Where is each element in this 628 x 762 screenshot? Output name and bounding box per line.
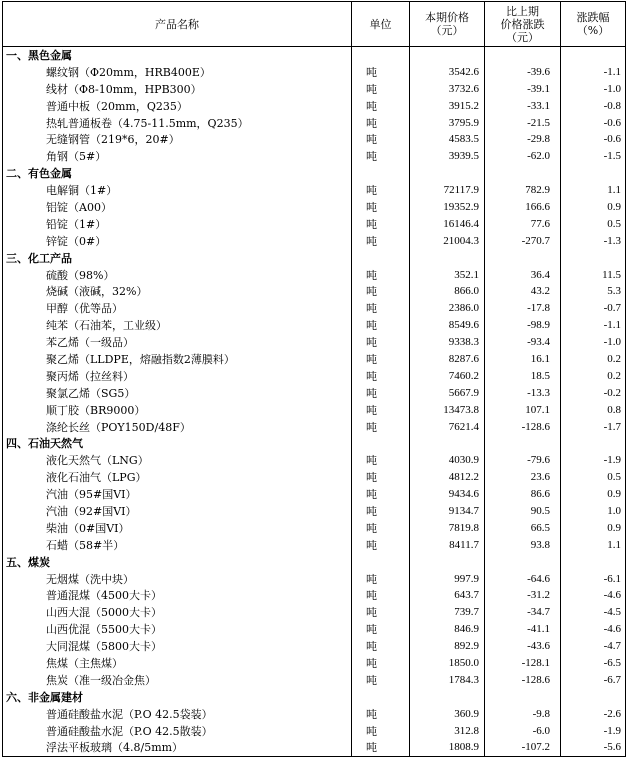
- category-name: 四、石油天然气: [3, 435, 352, 452]
- table-row: [3, 267, 626, 284]
- table-row: [3, 385, 626, 402]
- unit-cell: 吨: [352, 334, 410, 351]
- pct-cell: -0.2: [561, 385, 626, 402]
- category-row: [3, 689, 626, 706]
- pct-cell: -0.6: [561, 115, 626, 132]
- price-cell: 3542.6: [410, 64, 485, 81]
- table-row: [3, 199, 626, 216]
- price-cell: 9338.3: [410, 334, 485, 351]
- product-name: 液化天然气（LNG）: [3, 452, 352, 469]
- pct-cell: [561, 47, 626, 64]
- product-name: 聚乙烯（LLDPE，熔融指数2薄膜料）: [3, 351, 352, 368]
- change-cell: -17.8: [485, 300, 561, 317]
- price-cell: 1784.3: [410, 672, 485, 689]
- change-cell: 782.9: [485, 182, 561, 199]
- product-name: 角钢（5#）: [3, 148, 352, 165]
- price-cell: [410, 435, 485, 452]
- product-name: 焦煤（主焦煤）: [3, 655, 352, 672]
- price-cell: 72117.9: [410, 182, 485, 199]
- product-name: 涤纶长丝（POY150D/48F）: [3, 419, 352, 436]
- price-cell: 19352.9: [410, 199, 485, 216]
- table-row: [3, 233, 626, 250]
- table-row: [3, 148, 626, 165]
- change-cell: -9.8: [485, 706, 561, 723]
- product-name: 烧碱（液碱，32%）: [3, 283, 352, 300]
- category-row: [3, 250, 626, 267]
- pct-cell: 0.9: [561, 486, 626, 503]
- unit-cell: [352, 47, 410, 64]
- product-name: 电解铜（1#）: [3, 182, 352, 199]
- unit-cell: 吨: [352, 216, 410, 233]
- pct-cell: 0.2: [561, 351, 626, 368]
- price-cell: 13473.8: [410, 402, 485, 419]
- product-name: 甲醇（优等品）: [3, 300, 352, 317]
- unit-cell: 吨: [352, 233, 410, 250]
- unit-cell: 吨: [352, 385, 410, 402]
- change-cell: 43.2: [485, 283, 561, 300]
- price-cell: [410, 47, 485, 64]
- table-row: [3, 300, 626, 317]
- price-cell: 7460.2: [410, 368, 485, 385]
- pct-cell: -1.0: [561, 81, 626, 98]
- pct-cell: -1.5: [561, 148, 626, 165]
- change-cell: [485, 554, 561, 571]
- change-cell: [485, 250, 561, 267]
- table-row: [3, 706, 626, 723]
- price-cell: 4812.2: [410, 469, 485, 486]
- header-change-line3: （元）: [506, 30, 539, 44]
- pct-cell: -1.9: [561, 723, 626, 740]
- product-name: 普通硅酸盐水泥（P.O 42.5袋装）: [3, 706, 352, 723]
- change-cell: 77.6: [485, 216, 561, 233]
- header-row: [3, 2, 626, 47]
- price-cell: 3915.2: [410, 98, 485, 115]
- product-name: 山西优混（5500大卡）: [3, 621, 352, 638]
- header-unit: 单位: [352, 2, 410, 47]
- pct-cell: -2.6: [561, 706, 626, 723]
- table-row: [3, 115, 626, 132]
- change-cell: -79.6: [485, 452, 561, 469]
- table-row: [3, 588, 626, 605]
- table-row: [3, 182, 626, 199]
- price-cell: 9434.6: [410, 486, 485, 503]
- product-name: 苯乙烯（一级品）: [3, 334, 352, 351]
- table-row: [3, 351, 626, 368]
- price-table-container: [2, 1, 626, 761]
- table-row: [3, 486, 626, 503]
- category-row: [3, 554, 626, 571]
- change-cell: -62.0: [485, 148, 561, 165]
- unit-cell: 吨: [352, 672, 410, 689]
- table-row: [3, 537, 626, 554]
- table-row: [3, 638, 626, 655]
- pct-cell: 0.2: [561, 368, 626, 385]
- header-price: [410, 2, 485, 47]
- unit-cell: [352, 689, 410, 706]
- header-pct-line2: （%）: [576, 24, 610, 37]
- category-name: 二、有色金属: [3, 165, 352, 182]
- unit-cell: 吨: [352, 402, 410, 419]
- product-name: 无烟煤（洗中块）: [3, 571, 352, 588]
- table-row: [3, 98, 626, 115]
- pct-cell: -1.9: [561, 452, 626, 469]
- price-cell: [410, 554, 485, 571]
- change-cell: 86.6: [485, 486, 561, 503]
- change-cell: 166.6: [485, 199, 561, 216]
- table-row: [3, 216, 626, 233]
- unit-cell: 吨: [352, 351, 410, 368]
- header-price-line2: （元）: [430, 24, 464, 37]
- price-table: [2, 1, 626, 757]
- header-change-line2: 价格涨跌: [500, 17, 545, 31]
- change-cell: 18.5: [485, 368, 561, 385]
- pct-cell: 0.5: [561, 216, 626, 233]
- category-row: [3, 165, 626, 182]
- price-cell: 7819.8: [410, 520, 485, 537]
- unit-cell: 吨: [352, 199, 410, 216]
- change-cell: 23.6: [485, 469, 561, 486]
- pct-cell: [561, 689, 626, 706]
- product-name: 焦炭（准一级冶金焦）: [3, 672, 352, 689]
- unit-cell: 吨: [352, 638, 410, 655]
- unit-cell: 吨: [352, 537, 410, 554]
- product-name: 顺丁胶（BR9000）: [3, 402, 352, 419]
- header-pct-line1: 涨跌幅: [576, 11, 610, 24]
- product-name: 大同混煤（5800大卡）: [3, 638, 352, 655]
- pct-cell: 11.5: [561, 267, 626, 284]
- price-cell: 997.9: [410, 571, 485, 588]
- pct-cell: -4.7: [561, 638, 626, 655]
- pct-cell: -1.1: [561, 317, 626, 334]
- unit-cell: 吨: [352, 81, 410, 98]
- table-row: [3, 131, 626, 148]
- change-cell: -21.5: [485, 115, 561, 132]
- pct-cell: [561, 165, 626, 182]
- product-name: 无缝钢管（219*6，20#）: [3, 131, 352, 148]
- table-row: [3, 571, 626, 588]
- table-row: [3, 723, 626, 740]
- price-cell: 8287.6: [410, 351, 485, 368]
- price-cell: 1808.9: [410, 740, 485, 757]
- unit-cell: 吨: [352, 419, 410, 436]
- table-row: [3, 334, 626, 351]
- pct-cell: -1.1: [561, 64, 626, 81]
- table-row: [3, 672, 626, 689]
- pct-cell: 0.9: [561, 520, 626, 537]
- category-row: [3, 435, 626, 452]
- product-name: 汽油（92#国VI）: [3, 503, 352, 520]
- table-row: [3, 368, 626, 385]
- product-name: 普通混煤（4500大卡）: [3, 588, 352, 605]
- product-name: 铝锭（A00）: [3, 199, 352, 216]
- pct-cell: -0.7: [561, 300, 626, 317]
- change-cell: -33.1: [485, 98, 561, 115]
- price-cell: 739.7: [410, 604, 485, 621]
- unit-cell: [352, 554, 410, 571]
- price-cell: 846.9: [410, 621, 485, 638]
- price-cell: 892.9: [410, 638, 485, 655]
- category-name: 五、煤炭: [3, 554, 352, 571]
- product-name: 普通中板（20mm，Q235）: [3, 98, 352, 115]
- change-cell: -39.6: [485, 64, 561, 81]
- table-row: [3, 655, 626, 672]
- unit-cell: 吨: [352, 64, 410, 81]
- product-name: 柴油（0#国VI）: [3, 520, 352, 537]
- header-change-line1: 比上期: [506, 4, 539, 18]
- pct-cell: 0.5: [561, 469, 626, 486]
- pct-cell: -1.0: [561, 334, 626, 351]
- table-row: [3, 604, 626, 621]
- price-cell: 360.9: [410, 706, 485, 723]
- pct-cell: 5.3: [561, 283, 626, 300]
- pct-cell: -4.5: [561, 604, 626, 621]
- product-name: 硫酸（98%）: [3, 267, 352, 284]
- product-name: 螺纹钢（Φ20mm，HRB400E）: [3, 64, 352, 81]
- change-cell: -34.7: [485, 604, 561, 621]
- pct-cell: -6.5: [561, 655, 626, 672]
- category-name: 三、化工产品: [3, 250, 352, 267]
- unit-cell: 吨: [352, 486, 410, 503]
- unit-cell: 吨: [352, 182, 410, 199]
- price-cell: [410, 250, 485, 267]
- unit-cell: 吨: [352, 300, 410, 317]
- table-row: [3, 419, 626, 436]
- unit-cell: 吨: [352, 621, 410, 638]
- table-row: [3, 503, 626, 520]
- pct-cell: 0.9: [561, 199, 626, 216]
- unit-cell: 吨: [352, 706, 410, 723]
- product-name: 铅锭（1#）: [3, 216, 352, 233]
- unit-cell: 吨: [352, 469, 410, 486]
- unit-cell: 吨: [352, 131, 410, 148]
- unit-cell: [352, 435, 410, 452]
- unit-cell: 吨: [352, 655, 410, 672]
- unit-cell: 吨: [352, 115, 410, 132]
- pct-cell: [561, 250, 626, 267]
- unit-cell: [352, 165, 410, 182]
- change-cell: -128.1: [485, 655, 561, 672]
- price-cell: 3732.6: [410, 81, 485, 98]
- change-cell: -98.9: [485, 317, 561, 334]
- price-cell: 7621.4: [410, 419, 485, 436]
- price-cell: 4583.5: [410, 131, 485, 148]
- pct-cell: -1.7: [561, 419, 626, 436]
- pct-cell: -0.8: [561, 98, 626, 115]
- price-cell: 2386.0: [410, 300, 485, 317]
- price-cell: 4030.9: [410, 452, 485, 469]
- category-name: 六、非金属建材: [3, 689, 352, 706]
- price-cell: 8411.7: [410, 537, 485, 554]
- product-name: 液化石油气（LPG）: [3, 469, 352, 486]
- price-cell: 643.7: [410, 588, 485, 605]
- unit-cell: [352, 250, 410, 267]
- change-cell: -6.0: [485, 723, 561, 740]
- price-cell: 866.0: [410, 283, 485, 300]
- table-row: [3, 283, 626, 300]
- table-header: [3, 2, 626, 47]
- product-name: 石蜡（58#半）: [3, 537, 352, 554]
- change-cell: 16.1: [485, 351, 561, 368]
- change-cell: 107.1: [485, 402, 561, 419]
- pct-cell: -0.6: [561, 131, 626, 148]
- pct-cell: -4.6: [561, 621, 626, 638]
- table-row: [3, 621, 626, 638]
- change-cell: [485, 435, 561, 452]
- table-row: [3, 452, 626, 469]
- unit-cell: 吨: [352, 503, 410, 520]
- product-name: 聚丙烯（拉丝料）: [3, 368, 352, 385]
- product-name: 热轧普通板卷（4.75-11.5mm，Q235）: [3, 115, 352, 132]
- product-name: 锌锭（0#）: [3, 233, 352, 250]
- price-cell: 312.8: [410, 723, 485, 740]
- category-name: 一、黑色金属: [3, 47, 352, 64]
- unit-cell: 吨: [352, 283, 410, 300]
- change-cell: 36.4: [485, 267, 561, 284]
- price-cell: 1850.0: [410, 655, 485, 672]
- change-cell: -39.1: [485, 81, 561, 98]
- unit-cell: 吨: [352, 588, 410, 605]
- product-name: 纯苯（石油苯，工业级）: [3, 317, 352, 334]
- table-row: [3, 64, 626, 81]
- change-cell: -29.8: [485, 131, 561, 148]
- change-cell: [485, 689, 561, 706]
- pct-cell: 1.1: [561, 537, 626, 554]
- table-row: [3, 81, 626, 98]
- change-cell: 90.5: [485, 503, 561, 520]
- product-name: 山西大混（5000大卡）: [3, 604, 352, 621]
- table-row: [3, 520, 626, 537]
- unit-cell: 吨: [352, 317, 410, 334]
- header-product-name: 产品名称: [3, 2, 352, 47]
- change-cell: -64.6: [485, 571, 561, 588]
- unit-cell: 吨: [352, 740, 410, 757]
- unit-cell: 吨: [352, 368, 410, 385]
- price-cell: 352.1: [410, 267, 485, 284]
- table-row: [3, 402, 626, 419]
- change-cell: -93.4: [485, 334, 561, 351]
- product-name: 汽油（95#国VI）: [3, 486, 352, 503]
- price-cell: 5667.9: [410, 385, 485, 402]
- table-body: [3, 47, 626, 757]
- pct-cell: [561, 554, 626, 571]
- unit-cell: 吨: [352, 148, 410, 165]
- change-cell: -43.6: [485, 638, 561, 655]
- unit-cell: 吨: [352, 723, 410, 740]
- unit-cell: 吨: [352, 604, 410, 621]
- product-name: 普通硅酸盐水泥（P.O 42.5散装）: [3, 723, 352, 740]
- table-row: [3, 740, 626, 757]
- product-name: 聚氯乙烯（SG5）: [3, 385, 352, 402]
- product-name: 浮法平板玻璃（4.8/5mm）: [3, 740, 352, 757]
- change-cell: 93.8: [485, 537, 561, 554]
- change-cell: -128.6: [485, 419, 561, 436]
- price-cell: 21004.3: [410, 233, 485, 250]
- change-cell: [485, 47, 561, 64]
- header-price-line1: 本期价格: [425, 11, 469, 24]
- pct-cell: 1.0: [561, 503, 626, 520]
- price-cell: 3795.9: [410, 115, 485, 132]
- change-cell: [485, 165, 561, 182]
- change-cell: -41.1: [485, 621, 561, 638]
- header-pct: [561, 2, 626, 47]
- price-cell: 8549.6: [410, 317, 485, 334]
- pct-cell: -1.3: [561, 233, 626, 250]
- change-cell: -31.2: [485, 588, 561, 605]
- pct-cell: 0.8: [561, 402, 626, 419]
- header-change: [485, 2, 561, 47]
- price-cell: 16146.4: [410, 216, 485, 233]
- category-row: [3, 47, 626, 64]
- pct-cell: [561, 435, 626, 452]
- price-cell: [410, 165, 485, 182]
- price-cell: 3939.5: [410, 148, 485, 165]
- price-cell: [410, 689, 485, 706]
- change-cell: -107.2: [485, 740, 561, 757]
- table-row: [3, 317, 626, 334]
- change-cell: -128.6: [485, 672, 561, 689]
- pct-cell: -6.7: [561, 672, 626, 689]
- pct-cell: -4.6: [561, 588, 626, 605]
- product-name: 线材（Φ8-10mm，HPB300）: [3, 81, 352, 98]
- table-row: [3, 469, 626, 486]
- pct-cell: 1.1: [561, 182, 626, 199]
- change-cell: -13.3: [485, 385, 561, 402]
- unit-cell: 吨: [352, 267, 410, 284]
- unit-cell: 吨: [352, 571, 410, 588]
- unit-cell: 吨: [352, 520, 410, 537]
- price-cell: 9134.7: [410, 503, 485, 520]
- unit-cell: 吨: [352, 452, 410, 469]
- change-cell: 66.5: [485, 520, 561, 537]
- pct-cell: -5.6: [561, 740, 626, 757]
- pct-cell: -6.1: [561, 571, 626, 588]
- unit-cell: 吨: [352, 98, 410, 115]
- change-cell: -270.7: [485, 233, 561, 250]
